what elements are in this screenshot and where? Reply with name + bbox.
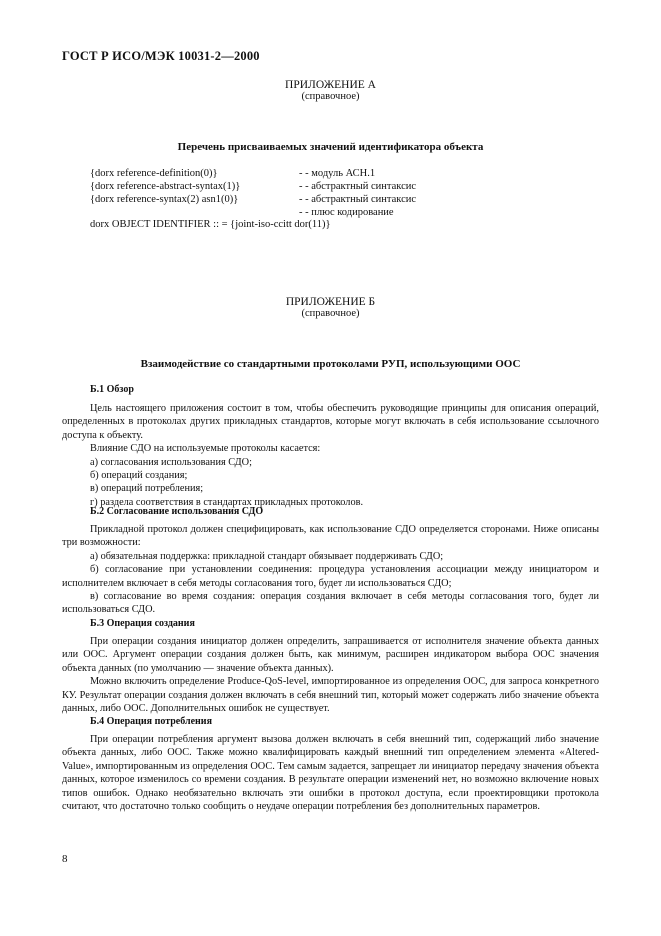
oid-entry-4-desc: - - плюс кодирование	[299, 207, 394, 218]
section-b3-body	[62, 635, 599, 715]
section-b2-option-a: а) обязательная поддержка: прикладной стандарт обязывает поддерживать СДО;	[90, 550, 444, 562]
annex-a-note: (справочное)	[301, 91, 360, 102]
section-b1-paragraph-1: Цель настоящего приложения состоит в том, чтобы обеспечить руководящие принципы для описания операций, определенных в протоколах других прикладных стандартов, которые могут включать в себя использование ссылочного доступа к объекту.	[62, 403, 599, 441]
annex-a-caption: Перечень присваиваемых значений идентификатора объекта	[177, 141, 484, 153]
section-b1-body	[62, 402, 599, 509]
annex-b-title: ПРИЛОЖЕНИЕ Б	[285, 296, 376, 308]
section-b2-option-b: б) согласование при установлении соединения: процедура установления ассоциации между инициатором и исполнителем включает в себя методы согласования того, будет ли использоваться СДО;	[62, 564, 599, 589]
section-b1-paragraph-2: Влияние СДО на используемые протоколы касается:	[90, 443, 321, 455]
section-b4-heading: Б.4 Операция потребления	[90, 716, 212, 727]
oid-entry-3: {dorx reference-syntax(2) asn1(0)}	[90, 194, 239, 205]
oid-entry-2-desc: - - абстрактный синтаксис	[299, 181, 417, 192]
oid-entry-3-desc: - - абстрактный синтаксис	[299, 194, 417, 205]
standard-header: ГОСТ Р ИСО/МЭК 10031-2—2000	[62, 49, 260, 63]
oid-entry-2: {dorx reference-abstract-syntax(1)}	[90, 181, 241, 192]
annex-b-caption: Взаимодействие со стандартными протоколами РУП, использующими ООС	[140, 358, 521, 370]
section-b3-paragraph-2: Можно включить определение Produce-QoS-level, импортированное из определения ООС, для запроса конкретного КУ. Результат операции создания должен включать в себя внешний тип, который может содержать либо значение объекта данных, либо ООС. Дополнительных ошибок не существует.	[62, 676, 599, 715]
section-b2-option-c: в) согласование во время создания: операция создания включает в себя методы согласования того, будет ли использоваться СДО.	[62, 591, 599, 616]
annex-b-note: (справочное)	[301, 308, 360, 319]
section-b1-heading: Б.1 Обзор	[90, 384, 134, 395]
list-item: а) согласования использования СДО;	[90, 456, 252, 468]
object-identifier-definition: dorx OBJECT IDENTIFIER :: = {joint-iso-ccitt dor(11)}	[90, 219, 331, 230]
section-b4-paragraph-1: При операции потребления аргумент вызова должен включать в себя внешний тип, содержащий либо значение объекта данных, либо ООС. Также можно квалифицировать каждый внешний тип определением элемента «Altered-Value», импортированным из определения ООС. Тем самым задается, запрещает ли инициатор передачу значения объекта данных, которое изменилось со времени создания. В результате операции изменений нет, но возможно включение новых типов ошибок. Однако необязательно включать эти ошибки в протокол доступа, если проектировщики протокола считают, что достаточно только сообщить о неудаче операции потребления без дополнительных параметров.	[62, 734, 599, 813]
section-b2-heading: Б.2 Согласование использования СДО	[90, 506, 264, 517]
section-b4-body	[62, 733, 599, 813]
page-number: 8	[62, 853, 68, 865]
section-b3-paragraph-1: При операции создания инициатор должен определить, запрашивается от исполнителя значение объекта данных или ООС. Аргумент операции создания должен быть, как минимум, расширен индикатором выбора ООС значения объекта данных (по умолчанию — значение объекта данных).	[62, 636, 599, 674]
section-b2-body	[62, 523, 599, 617]
section-b3-heading: Б.3 Операция создания	[90, 618, 195, 629]
list-item: б) операций создания;	[90, 470, 188, 482]
annex-a-title: ПРИЛОЖЕНИЕ А	[285, 79, 376, 91]
section-b2-paragraph-1: Прикладной протокол должен специфицировать, как использование СДО определяется сторонами. Ниже описаны три возможности:	[62, 524, 599, 549]
oid-entry-1: {dorx reference-definition(0)}	[90, 168, 218, 179]
list-item: в) операций потребления;	[90, 483, 204, 495]
oid-entry-1-desc: - - модуль АСН.1	[299, 168, 376, 179]
list-item: г) раздела соответствия в стандартах прикладных протоколов.	[90, 496, 364, 508]
